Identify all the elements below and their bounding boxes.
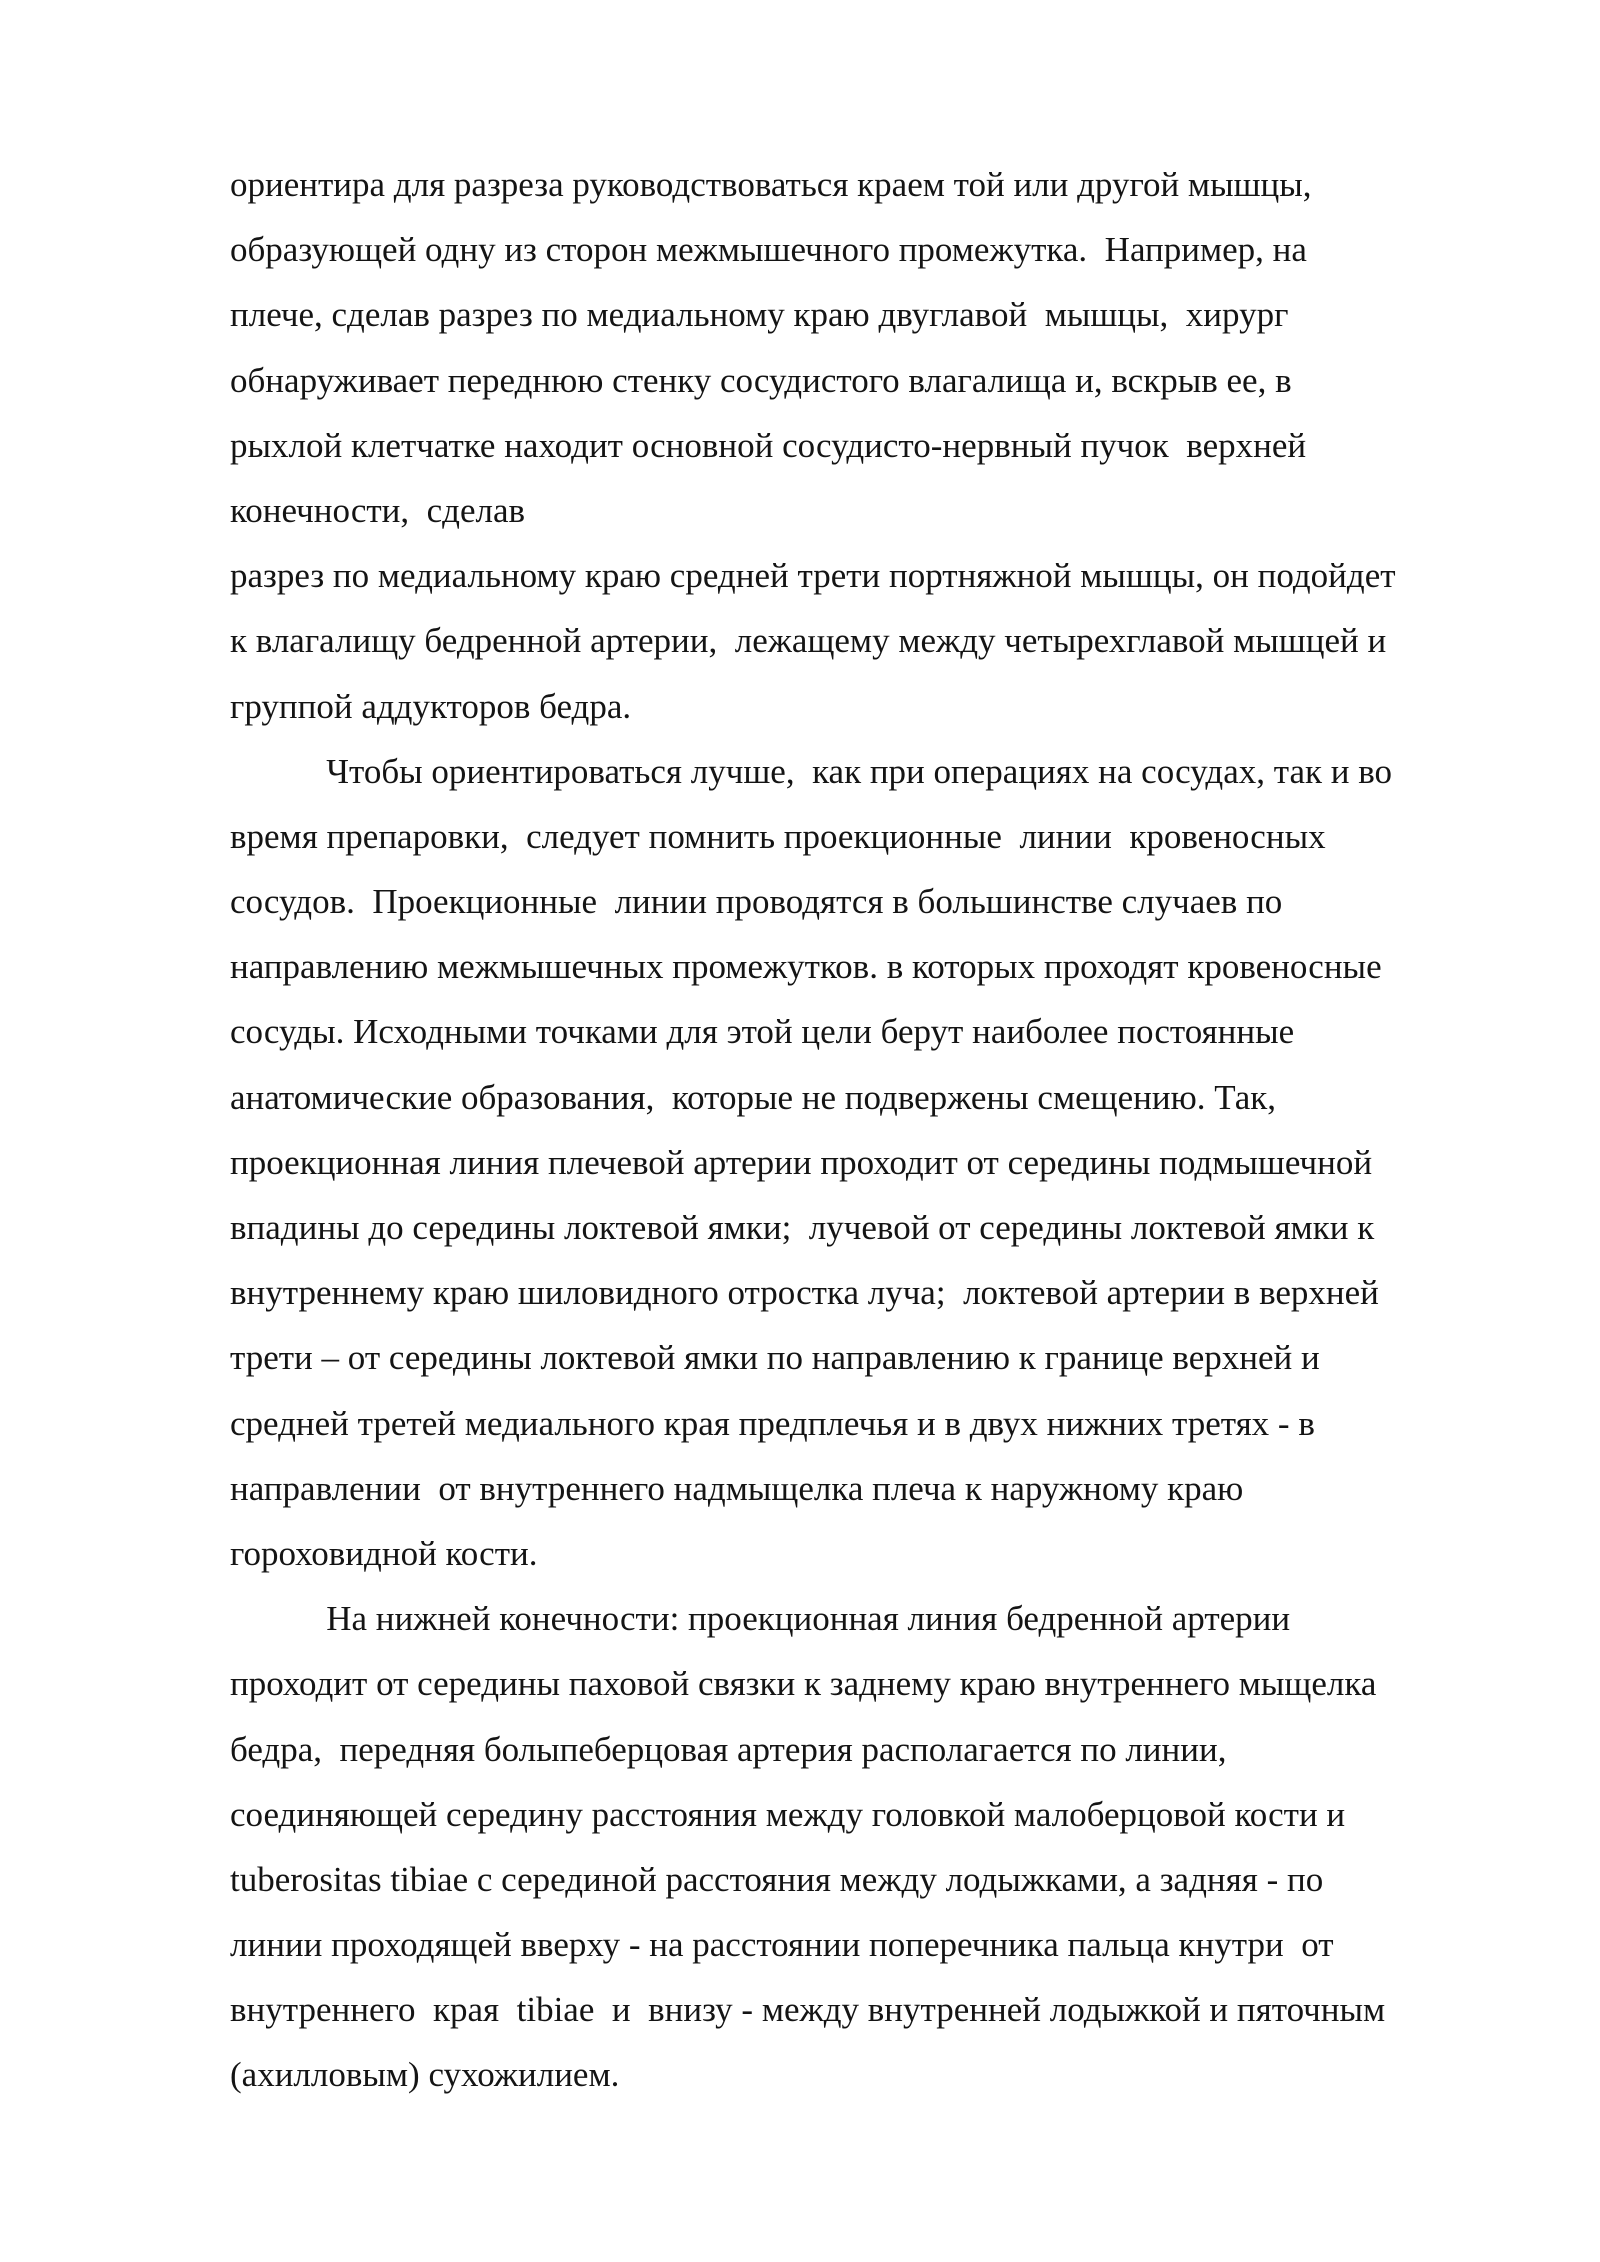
text-line: сосуды. Исходными точками для этой цели берут наиболее постоянные xyxy=(230,1012,1295,1052)
text-line: образующей одну из сторон межмышечного промежутка. Например, на xyxy=(230,230,1307,270)
text-line: плече, сделав разрез по медиальному краю двуглавой мышцы, хирург xyxy=(230,295,1289,335)
text-line: время препаровки, следует помнить проекционные линии кровеносных xyxy=(230,816,1326,856)
text-line: средней третей медиального края предплечья и в двух нижних третях - в xyxy=(230,1403,1315,1443)
text-line: направлению межмышечных промежутков. в которых проходят кровеносные xyxy=(230,947,1382,987)
text-line: разрез по медиальному краю средней трети портняжной мышцы, он подойдет xyxy=(230,556,1396,596)
text-line: направлении от внутреннего надмыщелка плеча к наружному краю xyxy=(230,1468,1244,1508)
text-line: внутреннему краю шиловидного отростка луча; локтевой артерии в верхней xyxy=(230,1273,1379,1313)
text-line: впадины до середины локтевой ямки; лучевой от середины локтевой ямки к xyxy=(230,1208,1375,1247)
text-line: трети – от середины локтевой ямки по направлению к границе верхней и xyxy=(230,1338,1320,1378)
text-line: обнаруживает переднюю стенку сосудистого влагалища и, вскрыв ее, в xyxy=(230,360,1292,400)
paragraph-start-line: На нижней конечности: проекционная линия бедренной артерии xyxy=(230,1599,1291,1639)
text-line: к влагалищу бедренной артерии, лежащему между четырехглавой мышцей и xyxy=(230,621,1387,661)
text-line: рыхлой клетчатке находит основной сосудисто-нервный пучок верхней xyxy=(230,425,1307,465)
text-line: соединяющей середину расстояния между головкой малоберцовой кости и xyxy=(230,1794,1346,1834)
text-line: (ахилловым) сухожилием. xyxy=(230,2055,620,2095)
text-line: проекционная линия плечевой артерии проходит от середины подмышечной xyxy=(230,1142,1373,1182)
body-text xyxy=(230,152,1530,2108)
text-line: tuberositas tibiae с серединой расстояния между лодыжками, а задняя - по xyxy=(230,1859,1324,1899)
text-line: ориентира для разреза руководствоваться краем той или другой мышцы, xyxy=(230,165,1312,204)
paragraph-start-line: Чтобы ориентироваться лучше, как при операциях на сосудах, так и во xyxy=(230,751,1393,791)
text-line: гороховидной кости. xyxy=(230,1533,538,1573)
text-line: анатомические образования, которые не подвержены смещению. Так, xyxy=(230,1077,1277,1117)
text-line: группой аддукторов бедра. xyxy=(230,686,632,726)
text-line: линии проходящей вверху - на расстоянии поперечника пальца кнутри от xyxy=(230,1925,1334,1965)
text-line: сосудов. Проекционные линии проводятся в большинстве случаев по xyxy=(230,882,1283,922)
text-line: внутреннего края tibiae и внизу - между внутренней лодыжкой и пяточным xyxy=(230,1990,1386,2030)
text-line: проходит от середины паховой связки к заднему краю внутреннего мыщелка xyxy=(230,1664,1377,1704)
text-line: конечности, сделав xyxy=(230,490,526,530)
text-line: бедра, передняя болыпеберцовая артерия располагается по линии, xyxy=(230,1729,1227,1769)
